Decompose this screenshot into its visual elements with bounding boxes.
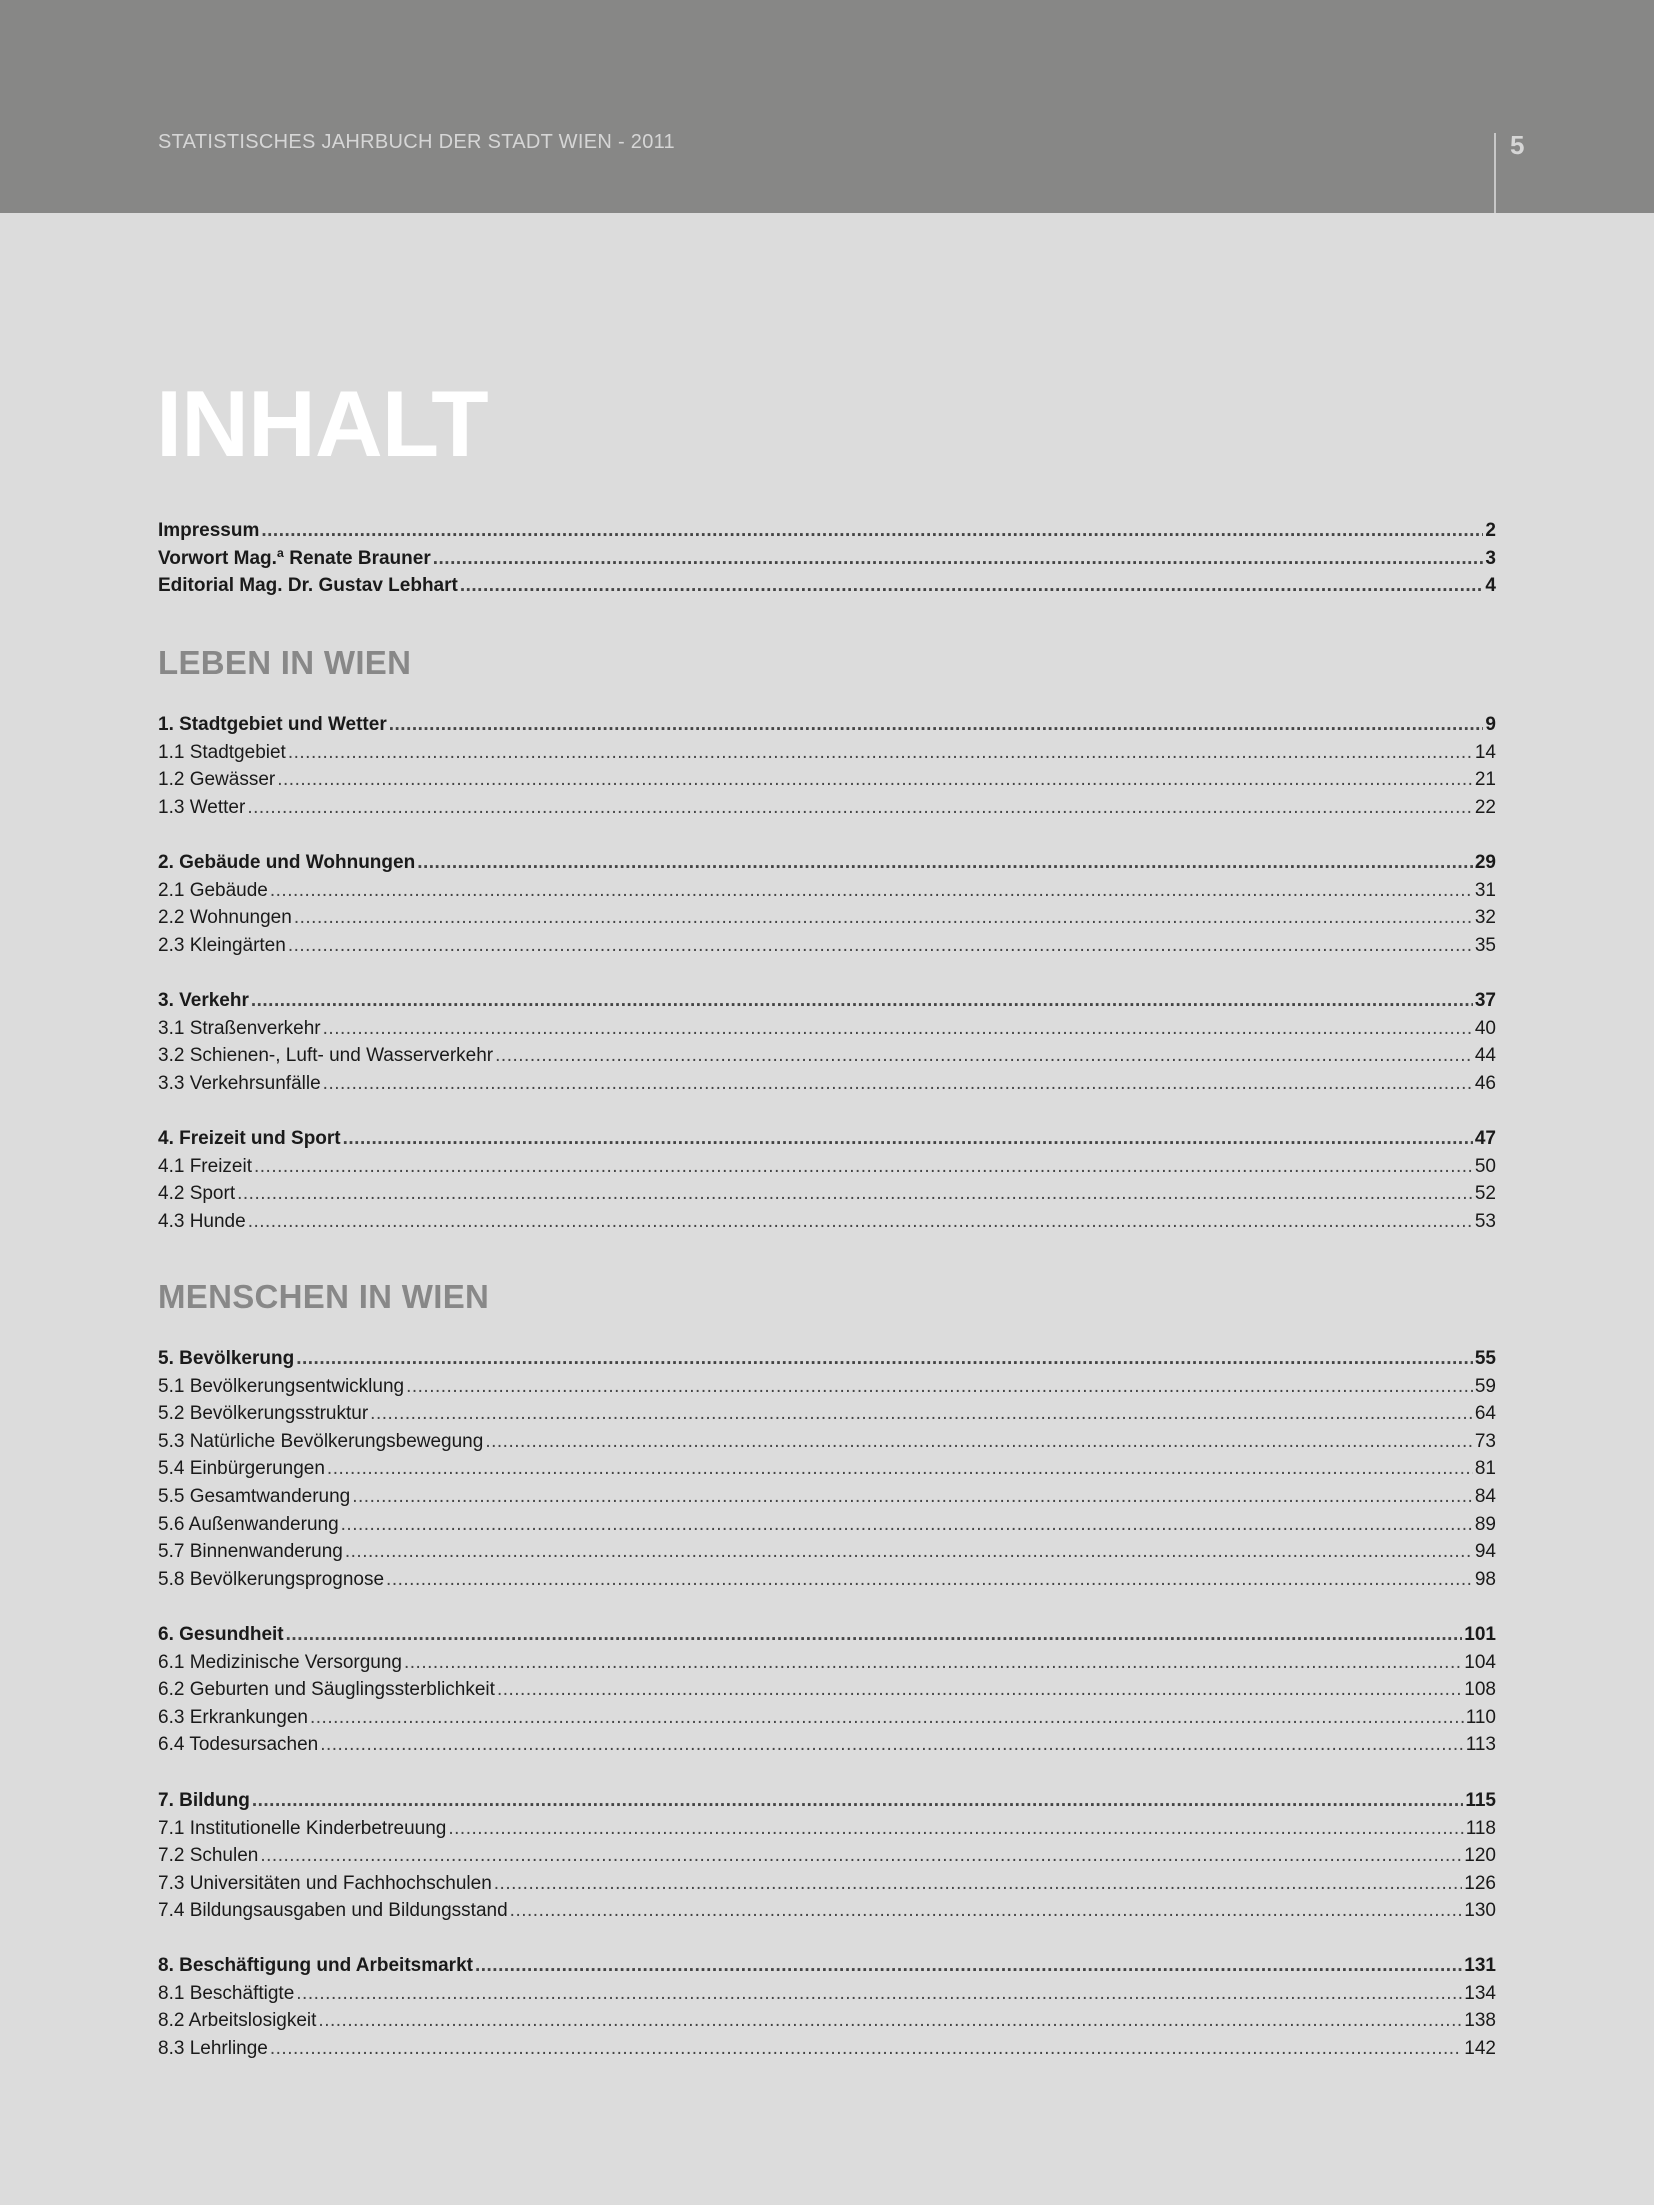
toc-entry[interactable]: [158, 794, 1496, 822]
toc-chapter-6: [158, 1621, 1496, 1759]
header-divider: [1494, 133, 1496, 213]
toc-entry[interactable]: [158, 904, 1496, 932]
dot-leader: [345, 1538, 1473, 1566]
toc-entry-label: 5.2 Bevölkerungsstruktur: [158, 1403, 369, 1425]
toc-entry-label: 6. Gesundheit: [158, 1624, 284, 1645]
toc-entry[interactable]: [158, 1208, 1496, 1236]
toc-chapter-7: [158, 1787, 1496, 1925]
toc-entry-label: 5.5 Gesamtwanderung: [158, 1485, 351, 1507]
toc-entry-label: 8. Beschäftigung und Arbeitsmarkt: [158, 1955, 473, 1976]
dot-leader: [270, 877, 1473, 905]
dot-leader: [485, 1428, 1473, 1456]
toc-entry-page: 120: [1464, 1845, 1496, 1867]
toc-entry-label: 5.8 Bevölkerungsprognose: [158, 1568, 385, 1590]
toc-entry-label: 6.3 Erkrankungen: [158, 1706, 308, 1728]
toc-entry-page: 55: [1474, 1348, 1496, 1369]
toc-entry-page: 134: [1464, 1982, 1496, 2004]
toc-entry-editorial[interactable]: [158, 572, 1496, 600]
toc-chapter-5: [158, 1345, 1496, 1593]
dot-leader: [323, 1070, 1473, 1098]
toc-entry-page: 101: [1464, 1624, 1496, 1645]
toc-entry-page: 52: [1474, 1183, 1496, 1205]
toc-entry[interactable]: [158, 1070, 1496, 1098]
toc-entry-label: 7. Bildung: [158, 1790, 250, 1811]
dot-leader: [448, 1815, 1463, 1843]
toc-entry[interactable]: [158, 1897, 1496, 1925]
toc-entry-label: 1.2 Gewässer: [158, 769, 276, 791]
dot-leader: [404, 1649, 1462, 1677]
toc-entry-page: 47: [1474, 1128, 1496, 1149]
dot-leader: [288, 739, 1473, 767]
toc-entry-page: 46: [1474, 1072, 1496, 1094]
toc-entry-label: 2.2 Wohnungen: [158, 907, 292, 929]
dot-leader: [386, 1566, 1473, 1594]
toc-entry-page: 131: [1464, 1955, 1496, 1976]
dot-leader: [252, 1787, 1464, 1815]
toc-entry-label: Impressum: [158, 520, 260, 541]
toc-entry-label: 5. Bevölkerung: [158, 1348, 295, 1369]
toc-entry-label: 4. Freizeit und Sport: [158, 1128, 341, 1149]
toc-entry-page: 126: [1464, 1872, 1496, 1894]
toc-entry[interactable]: [158, 1015, 1496, 1043]
toc-entry[interactable]: [158, 1428, 1496, 1456]
dot-leader: [247, 794, 1473, 822]
toc-entry-label: 3.2 Schienen-, Luft- und Wasserverkehr: [158, 1045, 494, 1067]
dot-leader: [248, 1208, 1473, 1236]
toc-entry-label: Editorial Mag. Dr. Gustav Lebhart: [158, 575, 458, 597]
toc-entry-page: 64: [1474, 1403, 1496, 1425]
dot-leader: [254, 1153, 1473, 1181]
dot-leader: [251, 987, 1473, 1015]
toc-entry[interactable]: [158, 739, 1496, 767]
toc-entry-vorwort[interactable]: [158, 545, 1496, 573]
toc-entry-page: 59: [1474, 1375, 1496, 1397]
toc-entry[interactable]: [158, 1538, 1496, 1566]
toc-entry-page: 98: [1474, 1568, 1496, 1590]
toc-intro: [158, 517, 1496, 600]
toc-entry[interactable]: [158, 1870, 1496, 1898]
toc-entry[interactable]: [158, 1649, 1496, 1677]
toc-entry-label: 5.3 Natürliche Bevölkerungsbewegung: [158, 1430, 484, 1452]
toc-entry-page: 130: [1464, 1900, 1496, 1922]
toc-entry-page: 29: [1474, 852, 1496, 873]
dot-leader: [352, 1483, 1473, 1511]
toc-entry-label: 4.2 Sport: [158, 1183, 236, 1205]
dot-leader: [370, 1400, 1473, 1428]
dot-leader: [323, 1015, 1473, 1043]
toc-chapter-8: [158, 1952, 1496, 2062]
toc-entry-label: 7.2 Schulen: [158, 1845, 259, 1867]
toc-entry-page: 89: [1474, 1513, 1496, 1535]
toc-entry-page: 35: [1474, 934, 1496, 956]
dot-leader: [497, 1676, 1462, 1704]
toc-entry-page: 108: [1464, 1679, 1496, 1701]
section-heading-menschen: MENSCHEN IN WIEN: [158, 1278, 490, 1315]
toc-chapter-1: [158, 711, 1496, 821]
toc-entry-label: Vorwort Mag.ª Renate Brauner: [158, 547, 431, 569]
toc-entry[interactable]: [158, 932, 1496, 960]
toc-entry-label: 5.4 Einbürgerungen: [158, 1458, 325, 1480]
toc-entry-page: 138: [1464, 2010, 1496, 2032]
toc-entry-page: 2: [1485, 520, 1496, 541]
toc-entry-page: 115: [1465, 1790, 1496, 1811]
toc-chapter-3: [158, 987, 1496, 1097]
toc-entry-page: 53: [1474, 1210, 1496, 1232]
dot-leader: [237, 1180, 1473, 1208]
toc-entry-page: 9: [1485, 714, 1496, 735]
dot-leader: [389, 711, 1484, 739]
toc-entry-label: 8.3 Lehrlinge: [158, 2037, 268, 2059]
toc-entry[interactable]: [158, 1731, 1496, 1759]
toc-entry-label: 6.1 Medizinische Versorgung: [158, 1651, 402, 1673]
toc-entry-page: 3: [1485, 547, 1496, 569]
page-header: [0, 0, 1654, 213]
dot-leader: [320, 1731, 1463, 1759]
toc-entry-page: 110: [1465, 1706, 1496, 1728]
toc-chapter-title[interactable]: [158, 1345, 1496, 1373]
toc-chapter-title[interactable]: [158, 1952, 1496, 1980]
toc-entry-page: 94: [1474, 1541, 1496, 1563]
toc-entry[interactable]: [158, 1815, 1496, 1843]
toc-entry-label: 4.3 Hunde: [158, 1210, 246, 1232]
toc-entry-label: 2. Gebäude und Wohnungen: [158, 852, 416, 873]
toc-entry-page: 40: [1474, 1017, 1496, 1039]
toc-entry-label: 1.1 Stadtgebiet: [158, 741, 286, 763]
toc-entry-label: 3. Verkehr: [158, 990, 249, 1011]
toc-entry[interactable]: [158, 1483, 1496, 1511]
toc-entry-label: 1.3 Wetter: [158, 796, 246, 818]
dot-leader: [417, 849, 1473, 877]
dot-leader: [294, 904, 1473, 932]
dot-leader: [318, 2007, 1462, 2035]
dot-leader: [286, 1621, 1463, 1649]
toc-entry-page: 4: [1485, 575, 1496, 597]
toc-entry[interactable]: [158, 766, 1496, 794]
toc-entry-impressum[interactable]: [158, 517, 1496, 545]
toc-entry-label: 4.1 Freizeit: [158, 1155, 252, 1177]
toc-entry-page: 113: [1465, 1734, 1496, 1756]
publication-title: STATISTISCHES JAHRBUCH DER STADT WIEN - 2011: [158, 131, 675, 153]
toc-entry-page: 22: [1474, 796, 1496, 818]
dot-leader: [260, 1842, 1462, 1870]
toc-entry-page: 44: [1474, 1045, 1496, 1067]
toc-entry-label: 8.1 Beschäftigte: [158, 1982, 295, 2004]
dot-leader: [406, 1373, 1473, 1401]
toc-entry-page: 104: [1464, 1651, 1496, 1673]
section-heading-leben: LEBEN IN WIEN: [158, 644, 412, 681]
toc-chapter-title[interactable]: [158, 711, 1496, 739]
toc-entry-label: 2.1 Gebäude: [158, 879, 268, 901]
toc-entry-page: 21: [1474, 769, 1496, 791]
toc-entry-label: 5.6 Außenwanderung: [158, 1513, 339, 1535]
toc-chapter-title[interactable]: [158, 1621, 1496, 1649]
dot-leader: [296, 1980, 1462, 2008]
toc-entry-label: 2.3 Kleingärten: [158, 934, 286, 956]
toc-chapter-title[interactable]: [158, 849, 1496, 877]
toc-entry-label: 5.7 Binnenwanderung: [158, 1541, 343, 1563]
dot-leader: [510, 1897, 1463, 1925]
toc-entry-label: 7.3 Universitäten und Fachhochschulen: [158, 1872, 492, 1894]
toc-entry[interactable]: [158, 1842, 1496, 1870]
toc-entry-page: 50: [1474, 1155, 1496, 1177]
toc-entry-label: 8.2 Arbeitslosigkeit: [158, 2010, 317, 2032]
toc-entry[interactable]: [158, 1153, 1496, 1181]
dot-leader: [270, 2035, 1462, 2063]
toc-chapter-title[interactable]: [158, 1125, 1496, 1153]
toc-entry[interactable]: [158, 1511, 1496, 1539]
toc-entry[interactable]: [158, 1400, 1496, 1428]
toc-chapter-title[interactable]: [158, 1787, 1496, 1815]
toc-chapter-title[interactable]: [158, 987, 1496, 1015]
dot-leader: [296, 1345, 1473, 1373]
toc-chapter-4: [158, 1125, 1496, 1235]
dot-leader: [288, 932, 1473, 960]
dot-leader: [261, 517, 1483, 545]
toc-entry[interactable]: [158, 1180, 1496, 1208]
toc-entry[interactable]: [158, 1566, 1496, 1594]
page-number: 5: [1510, 130, 1525, 160]
toc-entry-label: 1. Stadtgebiet und Wetter: [158, 714, 387, 735]
toc-entry[interactable]: [158, 2007, 1496, 2035]
toc-entry-label: 7.4 Bildungsausgaben und Bildungsstand: [158, 1900, 508, 1922]
dot-leader: [494, 1870, 1463, 1898]
toc-entry[interactable]: [158, 1704, 1496, 1732]
toc-entry-page: 73: [1474, 1430, 1496, 1452]
toc-entry[interactable]: [158, 1042, 1496, 1070]
toc-entry-page: 81: [1474, 1458, 1496, 1480]
dot-leader: [310, 1704, 1464, 1732]
toc-entry-label: 3.1 Straßenverkehr: [158, 1017, 321, 1039]
toc-entry-page: 14: [1474, 741, 1496, 763]
toc-entry-label: 6.4 Todesursachen: [158, 1734, 319, 1756]
toc-entry-label: 3.3 Verkehrsunfälle: [158, 1072, 321, 1094]
toc-entry[interactable]: [158, 877, 1496, 905]
toc-entry-label: 7.1 Institutionelle Kinderbetreuung: [158, 1817, 447, 1839]
toc-entry-page: 84: [1474, 1485, 1496, 1507]
dot-leader: [495, 1042, 1473, 1070]
dot-leader: [327, 1455, 1473, 1483]
toc-entry[interactable]: [158, 1676, 1496, 1704]
dot-leader: [341, 1511, 1473, 1539]
toc-entry-page: 32: [1474, 907, 1496, 929]
toc-entry-page: 37: [1474, 990, 1496, 1011]
toc-entry[interactable]: [158, 1980, 1496, 2008]
dot-leader: [343, 1125, 1473, 1153]
toc-entry-label: 6.2 Geburten und Säuglingssterblichkeit: [158, 1679, 495, 1701]
dot-leader: [475, 1952, 1462, 1980]
page-title: INHALT: [156, 371, 488, 476]
toc-entry-label: 5.1 Bevölkerungsentwicklung: [158, 1375, 405, 1397]
toc-entry[interactable]: [158, 1373, 1496, 1401]
toc-chapter-2: [158, 849, 1496, 959]
dot-leader: [277, 766, 1473, 794]
toc-entry[interactable]: [158, 2035, 1496, 2063]
dot-leader: [460, 572, 1484, 600]
toc-entry-page: 31: [1474, 879, 1496, 901]
toc-entry-page: 118: [1465, 1817, 1496, 1839]
toc-entry-page: 142: [1464, 2037, 1496, 2059]
dot-leader: [433, 545, 1484, 573]
toc-entry[interactable]: [158, 1455, 1496, 1483]
